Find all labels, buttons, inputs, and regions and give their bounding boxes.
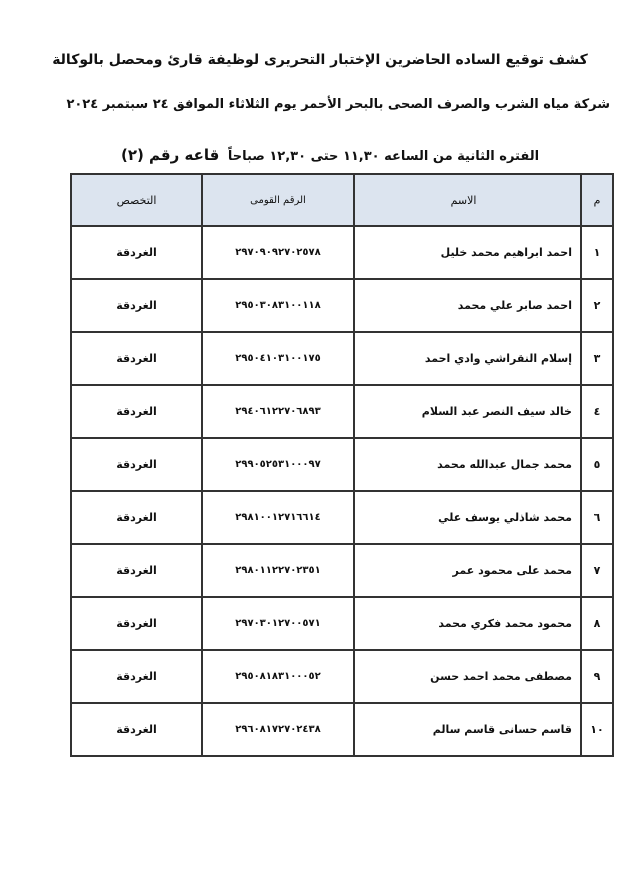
- row-num: ٧: [581, 544, 613, 597]
- row-num: ٥: [581, 438, 613, 491]
- row-name: احمد ابراهيم محمد خليل: [354, 226, 581, 279]
- row-national-id: ٢٩٤٠٦١٢٢٧٠٦٨٩٣: [202, 385, 354, 438]
- table-row: [71, 650, 613, 703]
- row-specialty: الغردقة: [71, 544, 202, 597]
- row-national-id: ٢٩٥٠٤١٠٣١٠٠١٧٥: [202, 332, 354, 385]
- row-num: ٢: [581, 279, 613, 332]
- row-national-id: ٢٩٨٠١١٢٢٧٠٢٣٥١: [202, 544, 354, 597]
- row-name: محمود محمد فكري محمد: [354, 597, 581, 650]
- row-num: ٩: [581, 650, 613, 703]
- row-num: ١٠: [581, 703, 613, 756]
- header-name: الاسم: [354, 174, 581, 226]
- row-national-id: ٢٩٦٠٨١٧٢٧٠٢٤٣٨: [202, 703, 354, 756]
- row-name: خالد سيف النصر عبد السلام: [354, 385, 581, 438]
- header-national-id: الرقم القومى: [202, 174, 354, 226]
- table-row: [71, 597, 613, 650]
- row-name: مصطفى محمد احمد حسن: [354, 650, 581, 703]
- row-name: محمد على محمود عمر: [354, 544, 581, 597]
- attendance-table: [70, 173, 614, 757]
- table-header-row: [71, 174, 613, 226]
- table-row: [71, 491, 613, 544]
- table-row: [71, 438, 613, 491]
- row-num: ٣: [581, 332, 613, 385]
- row-national-id: ٢٩٧٠٣٠١٢٧٠٠٥٧١: [202, 597, 354, 650]
- row-specialty: الغردقة: [71, 438, 202, 491]
- row-specialty: الغردقة: [71, 703, 202, 756]
- document-subtitle: شركة مياه الشرب والصرف الصحى بالبحر الأحمر يوم الثلاثاء الموافق ٢٤ سبتمبر ٢٠٢٤: [66, 97, 610, 112]
- row-num: ٨: [581, 597, 613, 650]
- row-specialty: الغردقة: [71, 385, 202, 438]
- row-name: محمد جمال عبدالله محمد: [354, 438, 581, 491]
- row-national-id: ٢٩٧٠٩٠٩٢٧٠٢٥٧٨: [202, 226, 354, 279]
- row-name: محمد شاذلي يوسف علي: [354, 491, 581, 544]
- row-national-id: ٢٩٩٠٥٢٥٣١٠٠٠٩٧: [202, 438, 354, 491]
- document-title: كشف توقيع الساده الحاضرين الإختبار التحريرى لوظيفة قارئ ومحصل بالوكالة: [52, 52, 588, 68]
- table-row: [71, 279, 613, 332]
- row-name: إسلام النقراشي وادي احمد: [354, 332, 581, 385]
- row-name: قاسم حسانى قاسم سالم: [354, 703, 581, 756]
- row-specialty: الغردقة: [71, 491, 202, 544]
- table-row: [71, 703, 613, 756]
- row-specialty: الغردقة: [71, 279, 202, 332]
- table-row: [71, 226, 613, 279]
- row-name: احمد صابر علي محمد: [354, 279, 581, 332]
- table-row: [71, 332, 613, 385]
- header-num: م: [581, 174, 613, 226]
- row-num: ٦: [581, 491, 613, 544]
- row-specialty: الغردقة: [71, 597, 202, 650]
- row-num: ١: [581, 226, 613, 279]
- row-specialty: الغردقة: [71, 332, 202, 385]
- table-row: [71, 544, 613, 597]
- room-number: قاعه رقم (٢): [120, 146, 220, 164]
- table-row: [71, 385, 613, 438]
- row-num: ٤: [581, 385, 613, 438]
- header-specialty: التخصص: [71, 174, 202, 226]
- session-time: الفتره الثانية من الساعه ١١,٣٠ حتى ١٢,٣٠ صباحاً: [227, 149, 540, 164]
- row-specialty: الغردقة: [71, 226, 202, 279]
- row-national-id: ٢٩٥٠٣٠٨٣١٠٠١١٨: [202, 279, 354, 332]
- session-line: [90, 146, 570, 164]
- row-specialty: الغردقة: [71, 650, 202, 703]
- row-national-id: ٢٩٥٠٨١٨٣١٠٠٠٥٢: [202, 650, 354, 703]
- table-body: [71, 226, 613, 756]
- row-national-id: ٢٩٨١٠٠١٢٧١٦٦١٤: [202, 491, 354, 544]
